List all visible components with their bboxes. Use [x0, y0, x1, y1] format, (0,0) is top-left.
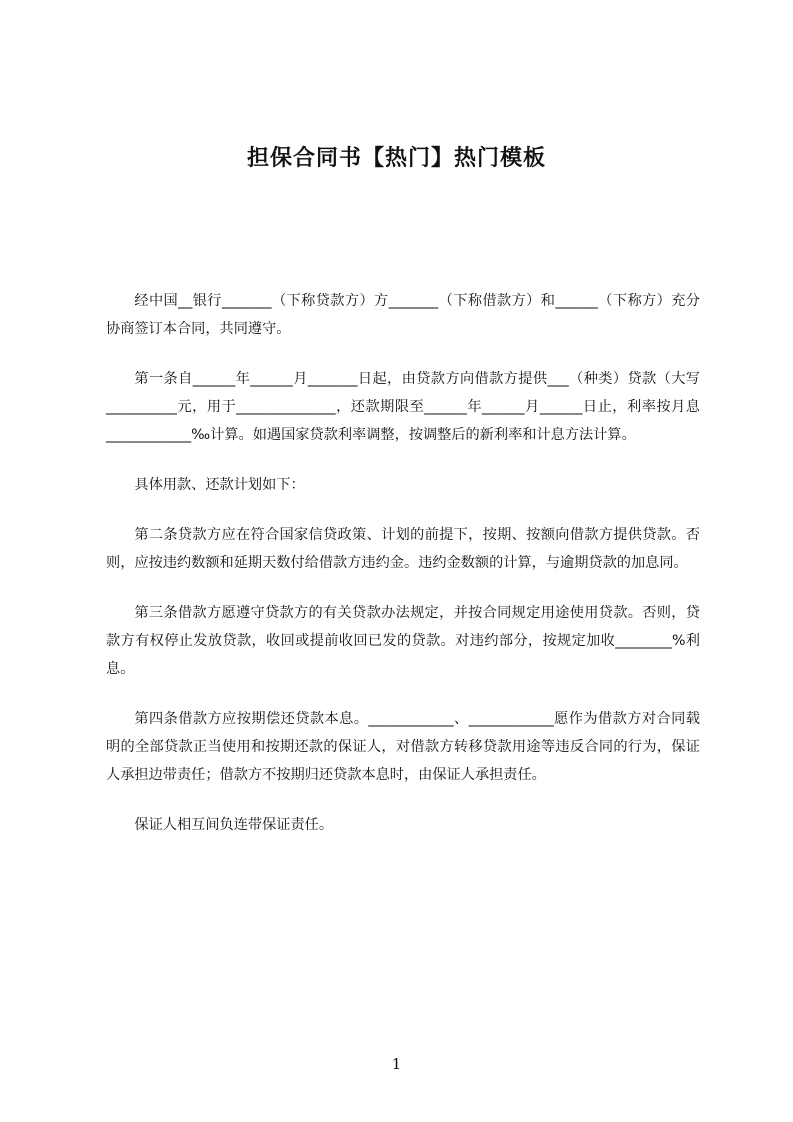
page-number: 1 [391, 1055, 402, 1073]
paragraph-article-3: 第三条借款方愿遵守贷款方的有关贷款办法规定，并按合同规定用途使用贷款。否则，贷款方有权停止发放贷款，收回或提前收回已发的贷款。对违约部分，按规定加收________%利息。 [106, 605, 700, 677]
document-title: 担保合同书【热门】热门模板 [246, 146, 546, 171]
document-body [106, 287, 700, 861]
paragraph-article-2: 第二条贷款方应在符合国家信贷政策、计划的前提下，按期、按额向借款方提供贷款。否则，应按违约数额和延期天数付给借款方违约金。违约金数额的计算，与逾期贷款的加息同。 [106, 527, 700, 571]
paragraph-article-1: 第一条自______年______月_______日起，由贷款方向借款方提供___（种类）贷款（大写__________元，用于______________，还款期限至______年______月______日止，利率按月息____________‰计算。如遇国家贷款利率调整，按调整后的新利率和计息方法计算。 [106, 371, 700, 443]
paragraph-guarantor-liability: 保证人相互间负连带保证责任。 [134, 817, 334, 833]
paragraph-intro: 经中国__银行_______（下称贷款方）方_______（下称借款方）和______（下称方）充分协商签订本合同，共同遵守。 [106, 293, 700, 337]
paragraph-article-4: 第四条借款方应按期偿还贷款本息。____________、____________愿作为借款方对合同载明的全部贷款正当使用和按期还款的保证人，对借款方转移贷款用途等违反合同的行为，保证人承担边带责任；借款方不按期归还贷款本息时，由保证人承担责任。 [106, 711, 700, 783]
paragraph-repayment-plan: 具体用款、还款计划如下： [134, 477, 305, 493]
